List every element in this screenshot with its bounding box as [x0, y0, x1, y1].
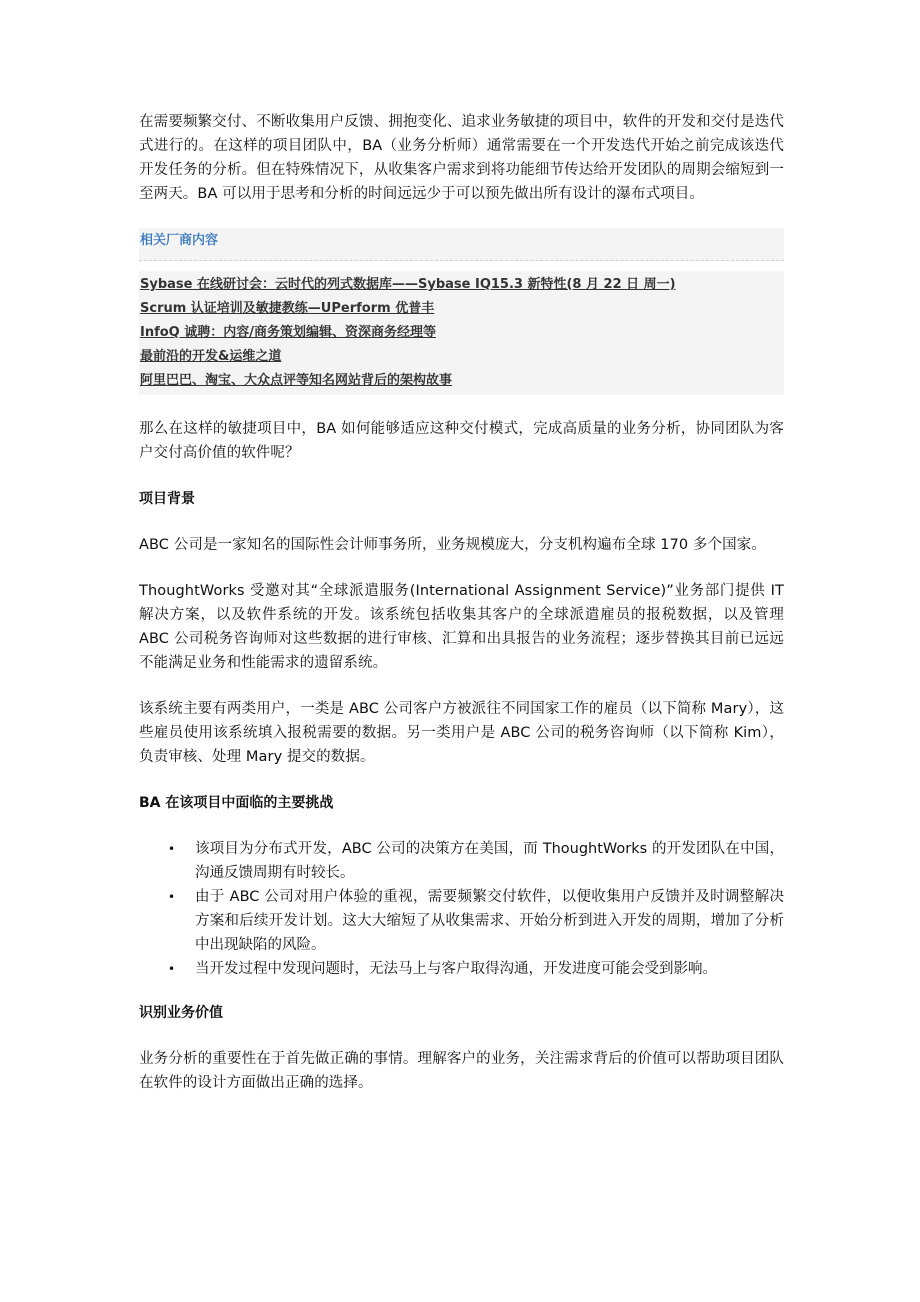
related-vendor-links: [139, 271, 784, 395]
value-paragraph: 业务分析的重要性在于首先做正确的事情。理解客户的业务，关注需求背后的价值可以帮助项目团队在软件的设计方面做出正确的选择。: [139, 1051, 784, 1091]
related-link-infoq-jobs[interactable]: InfoQ 诚聘：内容/商务策划编辑、资深商务经理等: [140, 325, 437, 340]
list-item-text: 当开发过程中发现问题时，无法马上与客户取得沟通，开发进度可能会受到影响。: [195, 961, 717, 977]
background-paragraph-3: 该系统主要有两类用户，一类是 ABC 公司客户方被派往不同国家工作的雇员（以下简称 Mary），这些雇员使用该系统填入报税需要的数据。另一类用户是 ABC 公司的税务咨询师（以下简称 Kim），负责审核、处理 Mary 提交的数据。: [139, 701, 784, 765]
challenges-heading: BA 在该项目中面临的主要挑战: [139, 795, 334, 811]
related-link-scrum[interactable]: Scrum 认证培训及敏捷教练—UPerform 优普丰: [140, 301, 435, 316]
bullet-icon: •: [168, 842, 176, 856]
challenges-list: [139, 837, 784, 981]
list-item-text: 由于 ABC 公司对用户体验的重视，需要频繁交付软件，以便收集用户反馈并及时调整解决方案和后续开发计划。这大大缩短了从收集需求、开始分析到进入开发的周期，增加了分析中出现缺陷的风险。: [195, 889, 784, 953]
background-paragraph-1: ABC 公司是一家知名的国际性会计师事务所，业务规模庞大，分支机构遍布全球 170 多个国家。: [139, 537, 766, 553]
article-body: [139, 110, 784, 1095]
background-paragraph-2: ThoughtWorks 受邀对其“全球派遣服务(International Assignment Service)”业务部门提供 IT 解决方案，以及软件系统的开发。该系统包括收集其客户的全球派遣雇员的报税数据，以及管理 ABC 公司税务咨询师对这些数据的进行审核、汇算和出具报告的业务流程；逐步替换其目前已远远不能满足业务和性能需求的遗留系统。: [139, 583, 784, 671]
related-vendor-header: [139, 228, 784, 261]
related-link-devops[interactable]: 最前沿的开发&运维之道: [140, 349, 282, 364]
related-vendor-title: 相关厂商内容: [140, 233, 219, 248]
list-item: [168, 957, 784, 981]
value-heading: 识别业务价值: [139, 1005, 223, 1021]
related-link-architecture[interactable]: 阿里巴巴、淘宝、大众点评等知名网站背后的架构故事: [140, 373, 453, 388]
background-heading: 项目背景: [139, 491, 195, 507]
list-item: [168, 885, 784, 957]
intro-paragraph: 在需要频繁交付、不断收集用户反馈、拥抱变化、追求业务敏捷的项目中，软件的开发和交付是迭代式进行的。在这样的项目团队中，BA（业务分析师）通常需要在一个开发迭代开始之前完成该迭代开发任务的分析。但在特殊情况下，从收集客户需求到将功能细节传达给开发团队的周期会缩短到一至两天。BA 可以用于思考和分析的时间远远少于可以预先做出所有设计的瀑布式项目。: [139, 114, 784, 202]
bullet-icon: •: [168, 962, 176, 976]
question-paragraph: 那么在这样的敏捷项目中，BA 如何能够适应这种交付模式，完成高质量的业务分析，协同团队为客户交付高价值的软件呢？: [139, 421, 784, 461]
list-item: [168, 837, 784, 885]
related-link-sybase[interactable]: Sybase 在线研讨会：云时代的列式数据库——Sybase IQ15.3 新特性(8 月 22 日 周一): [140, 277, 676, 292]
bullet-icon: •: [168, 890, 176, 904]
list-item-text: 该项目为分布式开发，ABC 公司的决策方在美国，而 ThoughtWorks 的开发团队在中国，沟通反馈周期有时较长。: [195, 841, 784, 881]
